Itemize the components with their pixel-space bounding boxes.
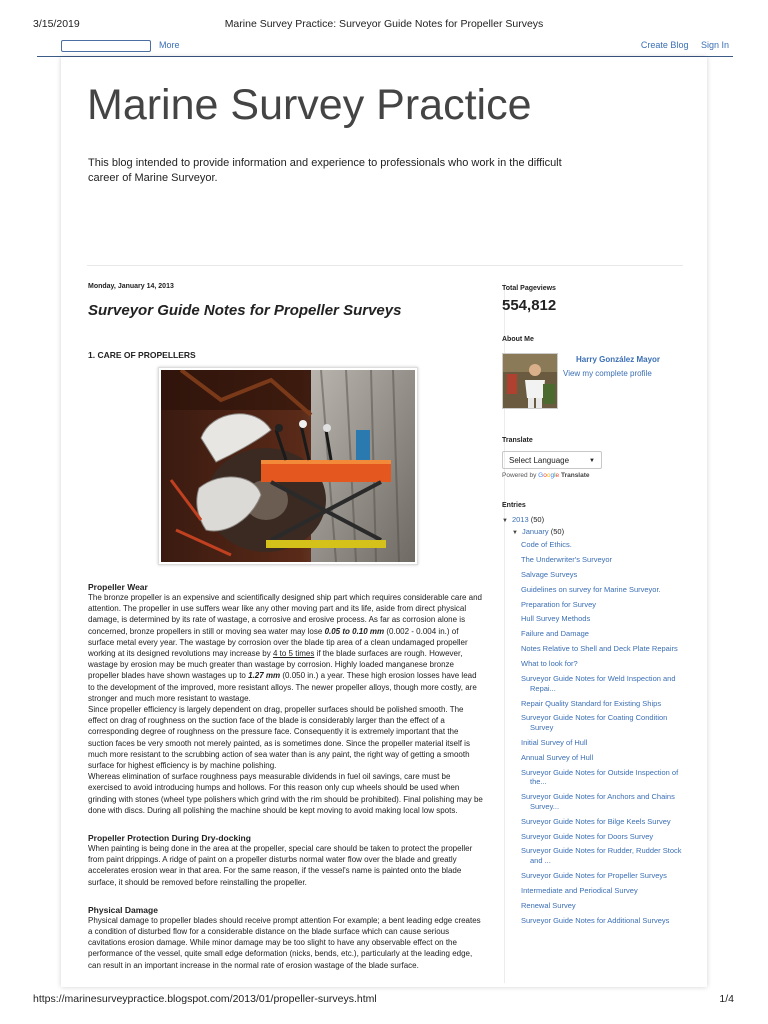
powered-by-google [502,472,692,479]
post-date: Monday, January 14, 2013 [88,283,174,290]
archive-entry[interactable]: What to look for? [521,659,578,669]
translate-title: Translate [502,437,533,444]
archive-entry[interactable]: Surveyor Guide Notes for Coating Condition Survey [521,713,668,732]
language-select[interactable] [502,451,602,469]
view-profile-link[interactable]: View my complete profile [563,369,652,378]
drydock-paragraph: When painting is being done in the area at the propeller, special care should be taken to protect the propeller from paint drippings. A ridge of paint on a propeller disturbs normal water flow over the blade and greatly accelerates erosion wear in that area. For the same reason, if the vessel's name is painted onto the blade surface, it should be removed before reinstalling the propeller. [88,844,473,887]
post-column [88,283,483,971]
archive-entry[interactable]: Surveyor Guide Notes for Anchors and Chains Survey... [521,792,675,811]
archive-entry[interactable]: Surveyor Guide Notes for Additional Surveys [521,915,670,925]
print-page-number: 1/4 [719,993,734,1005]
print-title: Marine Survey Practice: Surveyor Guide Notes for Propeller Surveys [224,18,544,30]
archive-entry[interactable]: Surveyor Guide Notes for Bilge Keels Survey [521,816,671,826]
section-heading: 1. CARE OF PROPELLERS [88,350,196,360]
drydock-heading: Propeller Protection During Dry-docking [88,833,251,844]
archive-entry[interactable]: Annual Survey of Hull [521,752,594,762]
archive-entry[interactable]: The Underwriter's Surveyor [521,554,613,564]
print-url: https://marinesurveypractice.blogspot.com/2013/01/propeller-surveys.html [33,993,377,1005]
print-date: 3/15/2019 [33,18,80,30]
expand-triangle-icon[interactable]: ▼ [512,530,518,536]
wear-paragraph-2: Since propeller efficiency is largely dependent on drag, propeller surfaces should be polished smooth. The effect on drag of roughness on the suction face of the blade is considerably larger than the effect of a corresponding degree of roughness on the pressure face. Consequently it is extremely important that the suction faces be very smooth not merely painted, as is sometimes done. Since the propeller material itself is much more resistant to the scrubbing action of sea water than is any paint, the right way of getting a smooth surface for highest efficiency is by machine polishing. [88,705,470,771]
profile-photo[interactable] [502,353,558,409]
archive-entry[interactable]: Guidelines on survey for Marine Surveyor. [521,584,661,594]
archive-year[interactable] [502,515,692,524]
archive-year-count: (50) [530,515,545,524]
wear-p1-value-b: 4 to 5 times [272,649,315,659]
archive-entry[interactable]: Surveyor Guide Notes for Rudder, Rudder Stock and ... [521,846,682,865]
blog-description: This blog intended to provide information and experience to professionals who work in the difficult career of Marine Surveyor. [88,157,562,184]
wear-p1-value-a: 0.05 to 0.10 mm [324,626,385,636]
propeller-wear-heading: Propeller Wear [88,582,148,592]
navbar-actions [631,40,729,50]
google-logo-l[interactable]: l [554,472,556,479]
archive-entry[interactable]: Surveyor Guide Notes for Propeller Surveys [521,870,667,880]
archive-entry[interactable]: Preparation for Survey [521,599,597,609]
wear-paragraph-1 [88,592,483,704]
archive-entry[interactable]: Renewal Survey [521,900,576,910]
archive-entry[interactable]: Surveyor Guide Notes for Doors Survey [521,831,654,841]
wear-p1-text-d: (0.050 in.) a year. These high erosion losses have lead to the development of the improved, more resistant alloys. The newer propeller alloys, though more costly, are stronger and much more resistant to wastage. [88,671,477,703]
blog-archive [502,515,692,925]
google-logo-o2[interactable]: o [546,472,551,479]
google-logo-o1[interactable]: o [543,472,547,479]
wear-paragraph-3: Whereas elimination of surface roughness pays measurable dividends in fuel oil savings, care must be exercised to avoid introducing humps and hollows. For this reason only cup wheels should be used when grinding with stones (wheel type polishers which grind with the rim should be prohibited). Final polishing may be done with discs. During all polishing the machine should be kept moving to avoid making local low spots. [88,772,483,815]
archive-entry[interactable]: Intermediate and Periodical Survey [521,885,638,895]
author-name-link[interactable]: Harry González Mayor [576,355,661,364]
wear-p1-text-c: if the blade surfaces are rough. However, wastage by erosion may be much greater than wastage by corrosion. Highly loaded manganese bronze propeller blades have shown wastages up to [88,649,463,681]
expand-triangle-icon[interactable]: ▼ [502,518,508,524]
language-select-value: Select Language [509,456,570,465]
propeller-photo[interactable] [158,367,418,565]
propeller-scene-image [161,370,415,562]
pageviews-count: 554,812 [502,297,557,314]
archive-entry[interactable]: Hull Survey Methods [521,614,591,624]
archive-entry[interactable]: Code of Ethics. [521,540,572,549]
wear-p1-value-c: 1.27 mm [248,671,281,681]
create-blog-link[interactable]: Create Blog [640,40,689,50]
archive-year-label[interactable]: 2013 [511,515,529,524]
physical-damage-heading: Physical Damage [88,904,158,915]
archive-entry[interactable]: Repair Quality Standard for Existing Ships [521,698,662,708]
archive-entry[interactable]: Surveyor Guide Notes for Outside Inspection of the... [521,767,679,787]
physical-damage-paragraph: Physical damage to propeller blades should receive prompt attention For example; a bent leading edge creates a condition of disturbed flow for a considerable distance on the blade surface which can cause serious cavitations erosion damage. While minor damage may be too slight to have any observable effect on the performance of the vessel, quite small edge deformation (nicks, bends, etc.), particularly at the leading edge, can result in an important increase in the normal rate of erosion wastage of the blade surface. [88,915,481,970]
google-logo-e[interactable]: e [555,472,560,479]
wear-p1-text-b: (0.002 - 0.004 in.) of surface metal every year. The wastage by corrosion over the blade tip area of a clean undamaged propeller working at its designed revolutions may increase by [88,626,468,659]
sign-in-link[interactable]: Sign In [700,40,729,50]
blog-page [61,57,707,987]
navbar-search-input[interactable] [61,40,151,52]
google-logo-g2[interactable]: g [550,472,555,479]
powered-by-label: Powered by [502,472,537,479]
about-me-widget [502,353,692,415]
entries-title: Entries [502,502,526,509]
archive-entry[interactable]: Surveyor Guide Notes for Weld Inspection and Repai... [521,674,676,693]
sidebar [502,285,692,930]
translate-link[interactable]: Translate [560,472,590,479]
archive-entry[interactable]: Notes Relative to Shell and Deck Plate Repairs [521,644,678,654]
archive-month-count: (50) [550,527,565,536]
blog-title[interactable]: Marine Survey Practice [87,81,532,129]
pageviews-title: Total Pageviews [502,285,556,292]
header-divider [87,265,683,266]
post-title[interactable]: Surveyor Guide Notes for Propeller Surveys [88,302,402,319]
navbar-more-link[interactable]: More [159,40,180,50]
blogger-navbar [37,38,733,57]
archive-entry[interactable]: Initial Survey of Hull [521,737,588,747]
wear-p1-text-a: The bronze propeller is an expensive and scientifically designed ship part which requires considerable care and attention. The propeller in use suffers wear like any other moving part and its life, aside from direct physical damage, is determined by its rate of wastage, a corrosive and erosive process. As far as corrosion alone is concerned, bronze propellers in still or moving sea water may lose [88,593,483,636]
dropdown-caret-icon: ▼ [589,458,595,464]
archive-entries [521,540,692,925]
google-logo-g[interactable]: G [538,472,544,479]
archive-entry[interactable]: Salvage Surveys [521,569,578,579]
archive-month-label[interactable]: January [521,527,549,536]
about-title: About Me [502,336,534,343]
archive-entry[interactable]: Failure and Damage [521,629,589,639]
archive-month[interactable] [512,527,692,536]
